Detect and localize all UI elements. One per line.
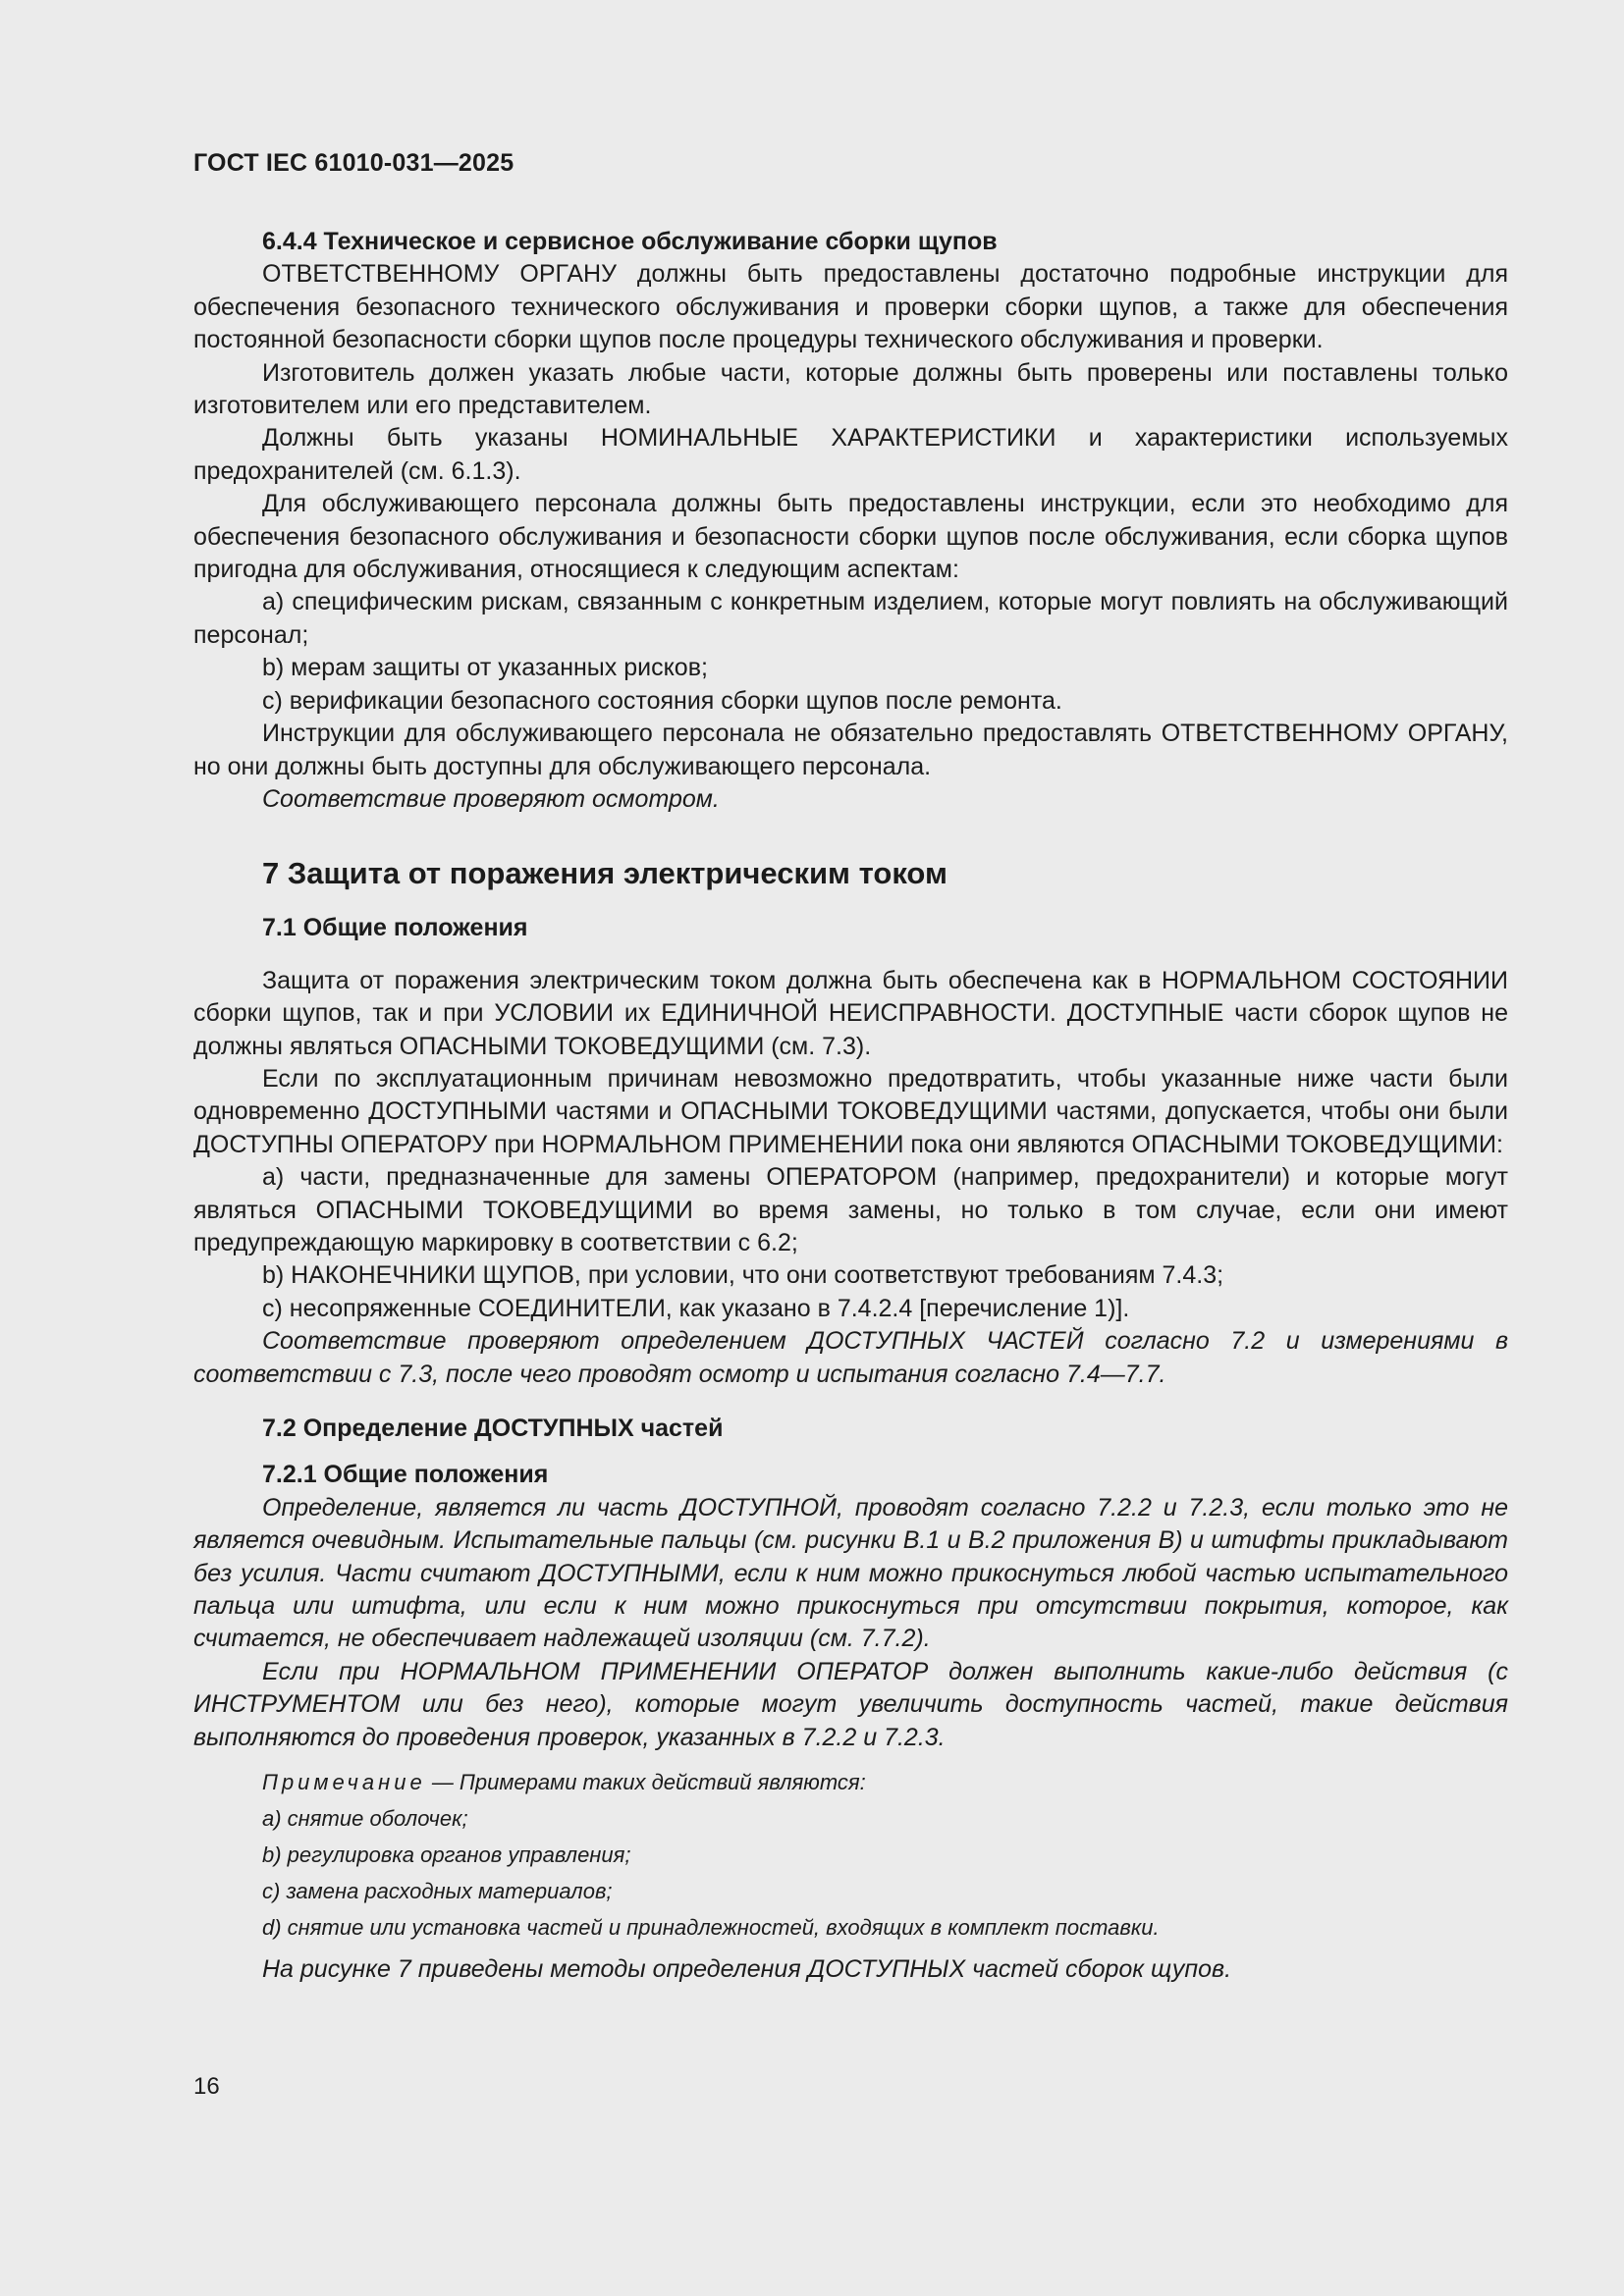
note-block (262, 1764, 1508, 1946)
list-item: a) специфическим рискам, связанным с конкретным изделием, которые могут повлиять на обслуживающий персонал; (193, 588, 1508, 649)
compliance-statement: Соответствие проверяют осмотром. (262, 784, 720, 813)
list-item: c) несопряженные СОЕДИНИТЕЛИ, как указано в 7.4.2.4 [перечисление 1)]. (262, 1294, 1130, 1322)
note-item: b) регулировка органов управления; (262, 1842, 631, 1868)
compliance-statement: Соответствие проверяют определением ДОСТУПНЫХ ЧАСТЕЙ согласно 7.2 и измерениями в соответствии с 7.3, после чего проводят осмотр и испытания согласно 7.4—7.7. (193, 1327, 1508, 1388)
list-item: c) верификации безопасного состояния сборки щупов после ремонта. (262, 686, 1062, 715)
list-item: a) части, предназначенные для замены ОПЕРАТОРОМ (например, предохранители) и которые могут являться ОПАСНЫМИ ТОКОВЕДУЩИМИ во время замены, но только в том случае, если они имеют предупреждающую маркировку в соответствии с 6.2; (193, 1163, 1508, 1256)
note-item: c) замена расходных материалов; (262, 1879, 613, 1904)
paragraph: Определение, является ли часть ДОСТУПНОЙ, проводят согласно 7.2.2 и 7.2.3, если только это не является очевидным. Испытательные пальцы (см. рисунки В.1 и В.2 приложения В) и штифты прикладывают без усилия. Части считают ДОСТУПНЫМИ, если к ним можно прикоснуться любой частью испытательного пальца или штифта, или если к ним можно прикоснуться при отсутствии покрытия, которое, как считается, не обеспечивает надлежащей изоляции (см. 7.7.2). (193, 1493, 1508, 1653)
paragraph: Для обслуживающего персонала должны быть предоставлены инструкции, если это необходимо для обеспечения безопасного обслуживания и безопасности сборки щупов после обслуживания, если сборка щупов пригодна для обслуживания, относящиеся к следующим аспектам: (193, 490, 1508, 584)
page-number: 16 (193, 2073, 220, 2100)
note-label: Примечание (262, 1770, 426, 1795)
paragraph: Изготовитель должен указать любые части, которые должны быть проверены или поставлены только изготовителем или его представителем. (193, 358, 1508, 420)
paragraph: Если при НОРМАЛЬНОМ ПРИМЕНЕНИИ ОПЕРАТОР должен выполнить какие-либо действия (с ИНСТРУМЕНТОМ или без него), которые могут увеличить доступность частей, такие действия выполняются до проведения проверок, указанных в 7.2.2 и 7.2.3. (193, 1657, 1508, 1751)
list-item: b) НАКОНЕЧНИКИ ЩУПОВ, при условии, что они соответствуют требованиям 7.4.3; (262, 1261, 1224, 1290)
list-item: b) мерам защиты от указанных рисков; (262, 654, 708, 682)
paragraph: ОТВЕТСТВЕННОМУ ОРГАНУ должны быть предоставлены достаточно подробные инструкции для обеспечения безопасного технического обслуживания и проверки сборки щупов, а также для обеспечения постоянной безопасности сборки щупов после процедуры технического обслуживания и проверки. (193, 260, 1508, 354)
paragraph: Защита от поражения электрическим током должна быть обеспечена как в НОРМАЛЬНОМ СОСТОЯНИИ сборки щупов, так и при УСЛОВИИ их ЕДИНИЧНОЙ НЕИСПРАВНОСТИ. ДОСТУПНЫЕ части сборок щупов не должны являться ОПАСНЫМИ ТОКОВЕДУЩИМИ (см. 7.3). (193, 966, 1508, 1060)
heading-6-4-4: 6.4.4 Техническое и сервисное обслуживание сборки щупов (262, 228, 998, 255)
paragraph: Если по эксплуатационным причинам невозможно предотвратить, чтобы указанные ниже части были одновременно ДОСТУПНЫМИ частями и ОПАСНЫМИ ТОКОВЕДУЩИМИ частями, допускается, чтобы они были ДОСТУПНЫ ОПЕРАТОРУ при НОРМАЛЬНОМ ПРИМЕНЕНИИ пока они являются ОПАСНЫМИ ТОКОВЕДУЩИМИ: (193, 1064, 1508, 1158)
note-text: — Примерами таких действий являются: (425, 1770, 866, 1795)
note-header (262, 1764, 1508, 1800)
note-item: a) снятие оболочек; (262, 1806, 468, 1832)
document-header: ГОСТ IEC 61010-031—2025 (193, 149, 514, 177)
heading-7-2: 7.2 Определение ДОСТУПНЫХ частей (262, 1415, 724, 1442)
paragraph: Должны быть указаны НОМИНАЛЬНЫЕ ХАРАКТЕРИСТИКИ и характеристики используемых предохранителей (см. 6.1.3). (193, 424, 1508, 485)
heading-7-1: 7.1 Общие положения (262, 914, 528, 942)
paragraph: Инструкции для обслуживающего персонала не обязательно предоставлять ОТВЕТСТВЕННОМУ ОРГАНУ, но они должны быть доступны для обслуживающего персонала. (193, 720, 1508, 780)
figure-reference: На рисунке 7 приведены методы определения ДОСТУПНЫХ частей сборок щупов. (262, 1955, 1232, 1984)
document-body (193, 226, 1508, 1986)
section-7-heading: 7 Защита от поражения электрическим током (262, 856, 947, 891)
heading-7-2-1: 7.2.1 Общие положения (262, 1461, 549, 1489)
note-item: d) снятие или установка частей и принадлежностей, входящих в комплект поставки. (262, 1915, 1160, 1941)
